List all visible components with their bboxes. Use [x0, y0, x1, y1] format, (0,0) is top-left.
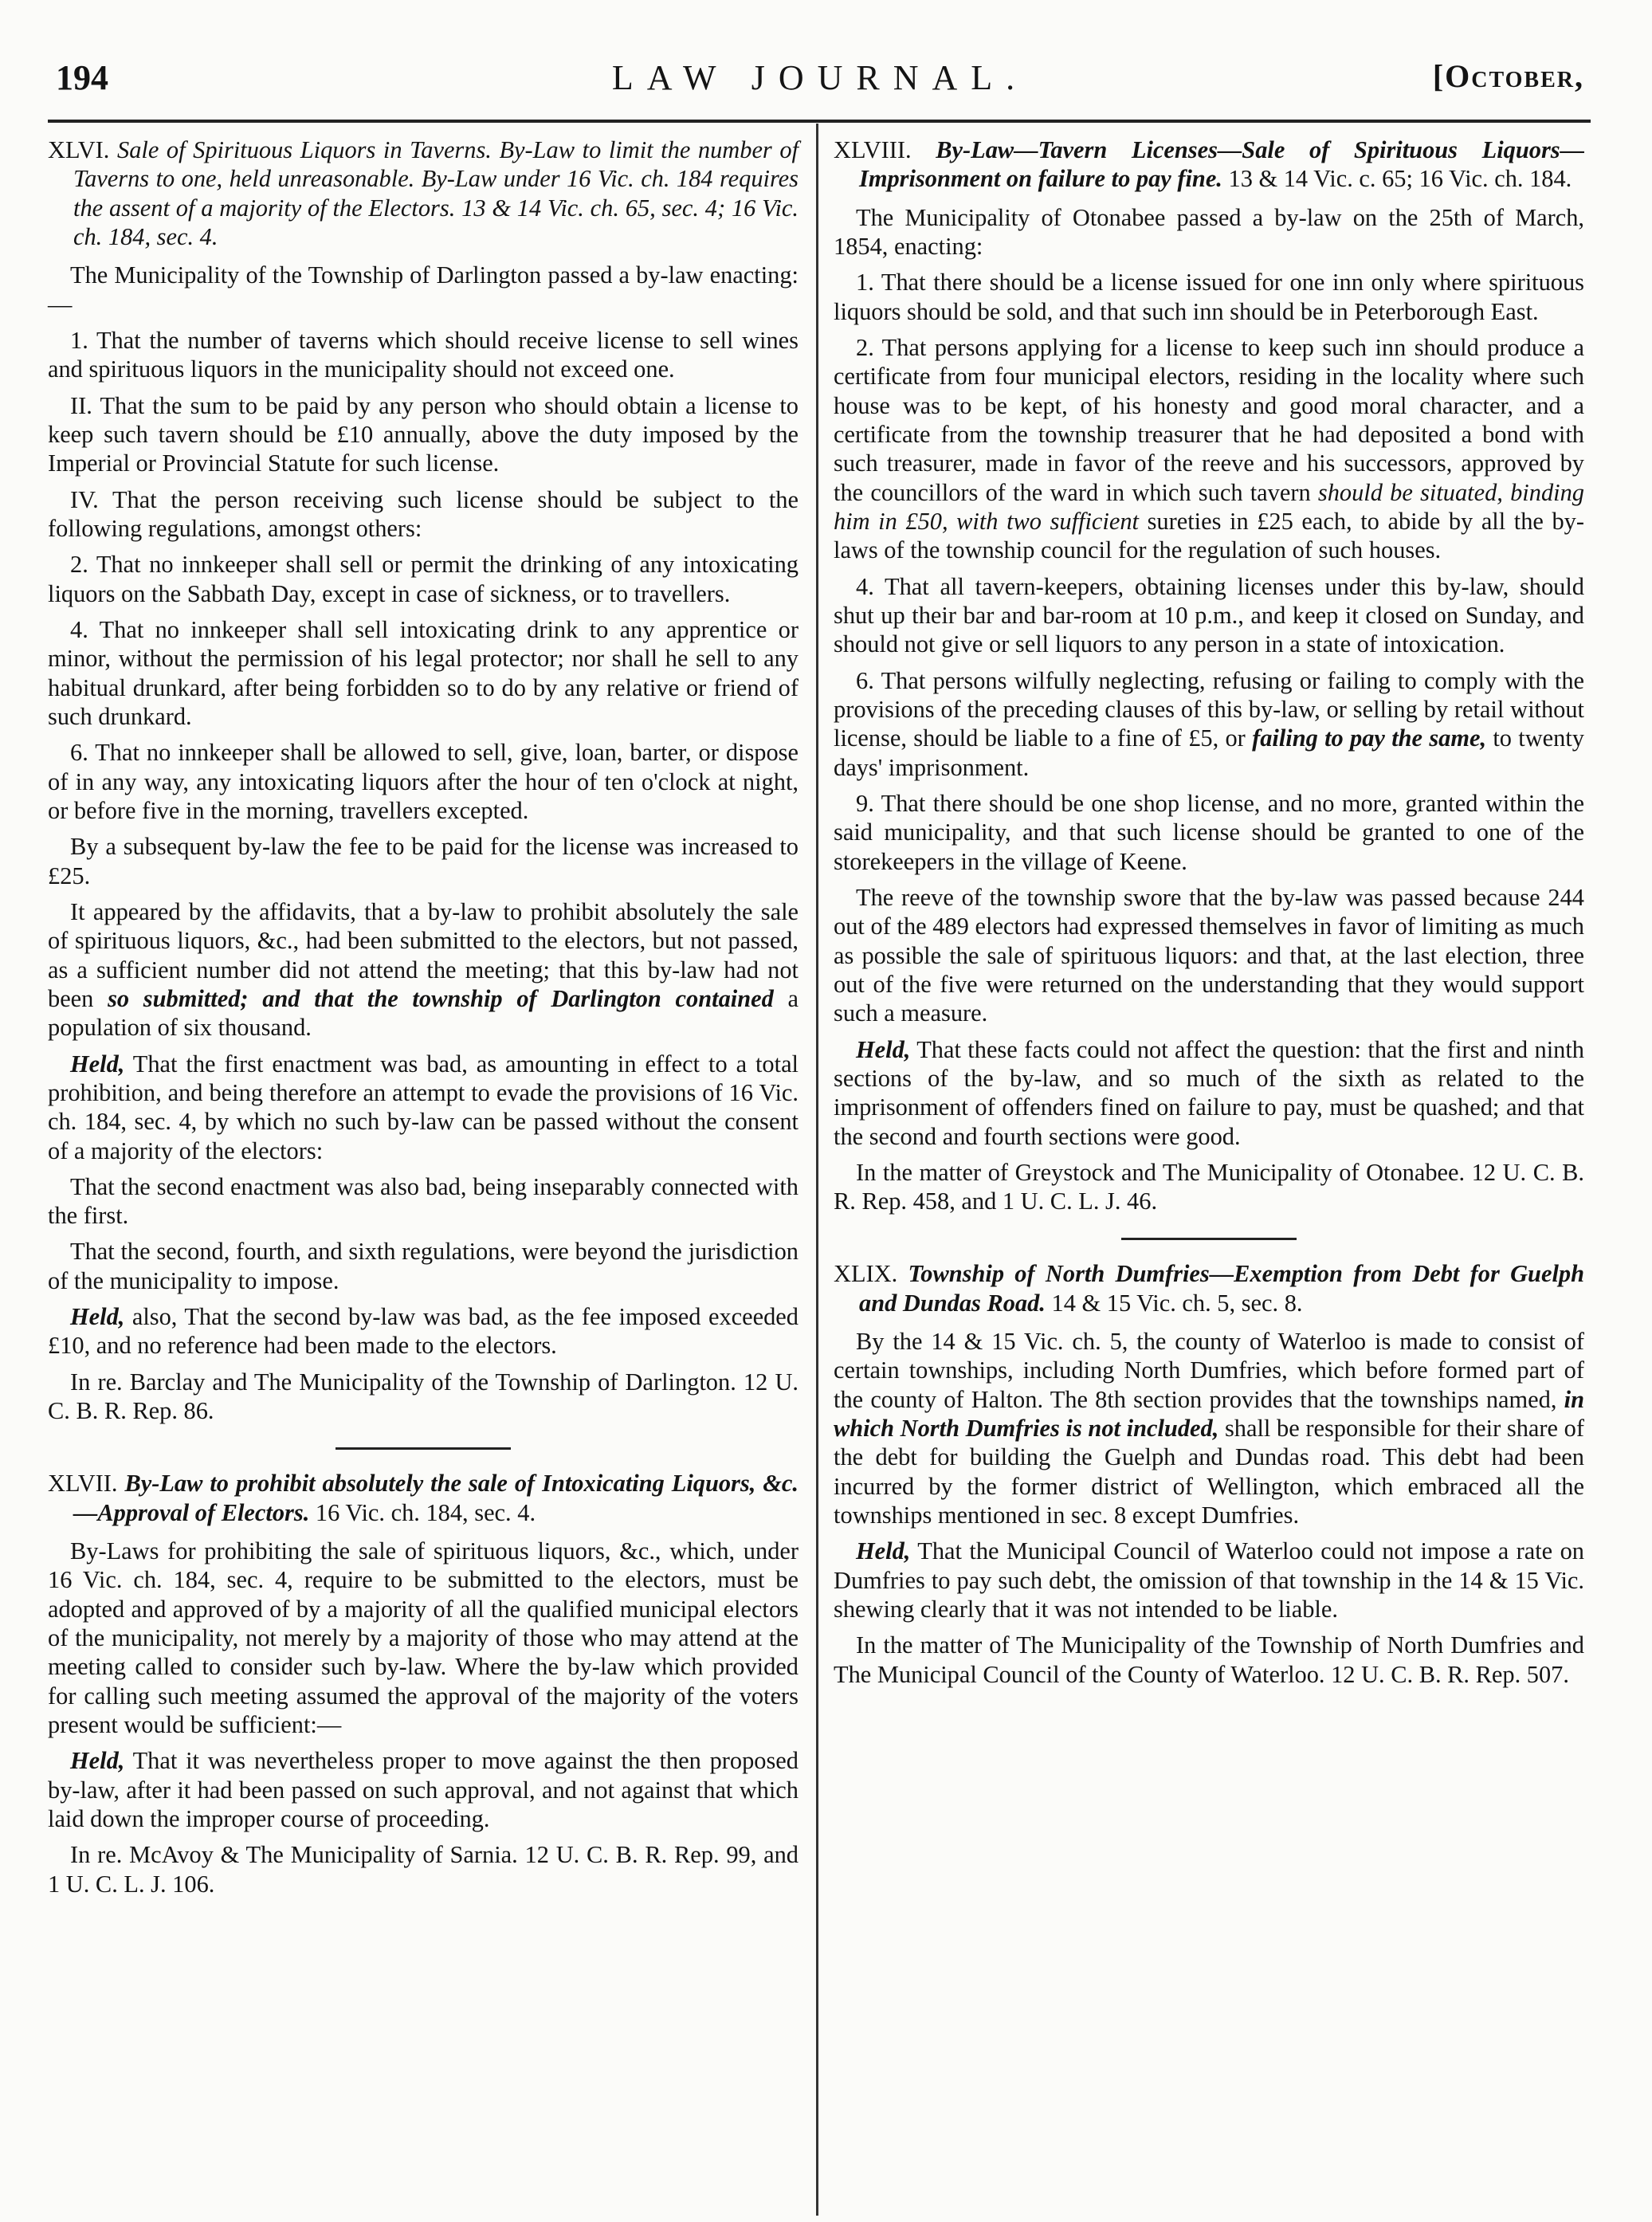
- case-47: [48, 1469, 799, 1898]
- journal-title: LAW JOURNAL.: [611, 58, 1029, 97]
- paragraph: The Municipality of the Township of Darlington passed a by-law enacting:—: [48, 261, 799, 318]
- paragraph: By the 14 & 15 Vic. ch. 5, the county of Waterloo is made to consist of certain townships, including North Dumfries, which before formed part of the county of Halton. The 8th section provides that the townships named, in which North Dumfries is not included, shall be responsible for their share of the debt for building the Guelph and Dundas road. This debt had been incurred by the former district of Wellington, which embraced all the townships mentioned in sec. 8 except Dumfries.: [834, 1328, 1584, 1529]
- paragraph: IV. That the person receiving such license should be subject to the following regulations, amongst others:: [48, 485, 799, 542]
- section-separator: [1121, 1238, 1297, 1240]
- column-divider: [816, 124, 818, 2216]
- held-paragraph: Held, That these facts could not affect the question: that the first and ninth sections of the by-law, and so much of the sixth as related to the imprisonment of offenders fined on failure to pay, must be quashed; and that the second and fourth sections were good.: [834, 1035, 1584, 1150]
- held-paragraph: Held, also, That the second by-law was bad, as the fee imposed exceeded £10, and no reference had been made to the electors.: [48, 1303, 799, 1360]
- held-paragraph: Held, That the first enactment was bad, as amounting in effect to a total prohibition, and being therefore an attempt to evade the provisions of 16 Vic. ch. 184, sec. 4, by which no such by-law can be passed without the consent of a majority of the electors:: [48, 1050, 799, 1164]
- section-separator: [336, 1447, 511, 1450]
- case-citation: In re. Barclay and The Municipality of the Township of Darlington. 12 U. C. B. R. Rep. 86.: [48, 1368, 799, 1425]
- paragraph: By-Laws for prohibiting the sale of spirituous liquors, &c., which, under 16 Vic. ch. 184, sec. 4, require to be submitted to the electors, must be adopted and approved of by a majority of all the qualified municipal electors of the municipality, not merely by a majority of those who may attend at the meeting called to consider such by-law. Where the by-law which provided for calling such meeting assumed the approval of the majority of the voters present would be sufficient:—: [48, 1537, 799, 1739]
- held-paragraph: Held, That the Municipal Council of Waterloo could not impose a rate on Dumfries to pay such debt, the omission of that township in the 14 & 15 Vic. shewing clearly that it was not intended to be liable.: [834, 1537, 1584, 1623]
- paragraph: 6. That no innkeeper shall be allowed to sell, give, loan, barter, or dispose of in any way, any intoxicating liquors after the hour of ten o'clock at night, or before five in the morning, travellers excepted.: [48, 739, 799, 824]
- case-48: [834, 135, 1584, 1215]
- case-citation: In the matter of The Municipality of the Township of North Dumfries and The Municipal Council of the County of Waterloo. 12 U. C. B. R. Rep. 507.: [834, 1631, 1584, 1688]
- paragraph: The Municipality of Otonabee passed a by-law on the 25th of March, 1854, enacting:: [834, 203, 1584, 260]
- left-column: [48, 135, 799, 1903]
- right-column: [834, 135, 1584, 1694]
- paragraph: 4. That no innkeeper shall sell intoxicating drink to any apprentice or minor, without the permission of his legal protector; nor shall he sell to any habitual drunkard, after being forbidden so to do by any relative or friend of such drunkard.: [48, 615, 799, 730]
- paragraph: It appeared by the affidavits, that a by-law to prohibit absolutely the sale of spirituous liquors, &c., had been submitted to the electors, but not passed, as a sufficient number did not attend the meeting; that this by-law had not been so submitted; and that the township of Darlington contained a population of six thousand.: [48, 897, 799, 1042]
- month-label: [October,: [1432, 58, 1584, 94]
- paragraph: 2. That persons applying for a license to keep such inn should produce a certificate from four municipal electors, residing in the locality where such house was to be kept, of his honesty and good moral character, and a certificate from the township treasurer that he had deposited a bond with such treasurer, made in favor of the reeve and his successors, approved by the councillors of the ward in which such tavern should be situated, binding him in £50, with two sufficient sureties in £25 each, to abide by all the by-laws of the township council for the regulation of such houses.: [834, 333, 1584, 564]
- page-number: 194: [56, 58, 108, 97]
- paragraph: That the second, fourth, and sixth regulations, were beyond the jurisdiction of the municipality to impose.: [48, 1238, 799, 1294]
- paragraph: 9. That there should be one shop license, and no more, granted within the said municipality, and that such license should be granted to one of the storekeepers in the village of Keene.: [834, 789, 1584, 875]
- header-rule: [48, 120, 1591, 123]
- paragraph: By a subsequent by-law the fee to be paid for the license was increased to £25.: [48, 833, 799, 889]
- paragraph: 4. That all tavern-keepers, obtaining licenses under this by-law, should shut up their bar and bar-room at 10 p.m., and keep it closed on Sunday, and should not give or sell liquors to any person in a state of intoxication.: [834, 572, 1584, 658]
- case-heading: XLVI. Sale of Spirituous Liquors in Taverns. By-Law to limit the number of Taverns to one, held unreasonable. By-Law under 16 Vic. ch. 184 requires the assent of a majority of the Electors. 13 & 14 Vic. ch. 65, sec. 4; 16 Vic. ch. 184, sec. 4.: [48, 136, 799, 250]
- held-paragraph: Held, That it was nevertheless proper to move against the then proposed by-law, after it had been passed on such approval, and not against that which laid down the improper course of proceeding.: [48, 1747, 799, 1833]
- paragraph: 1. That there should be a license issued for one inn only where spirituous liquors should be sold, and that such inn should be in Peterborough East.: [834, 269, 1584, 325]
- paragraph: The reeve of the township swore that the by-law was passed because 244 out of the 489 electors had expressed themselves in favor of limiting as much as possible the sale of spirituous liquors: and that, at the last election, three out of the five were returned on the understanding that they would support such a measure.: [834, 883, 1584, 1027]
- paragraph: That the second enactment was also bad, being inseparably connected with the first.: [48, 1172, 799, 1230]
- case-49: [834, 1259, 1584, 1689]
- case-citation: In the matter of Greystock and The Municipality of Otonabee. 12 U. C. B. R. Rep. 458, and 1 U. C. L. J. 46.: [834, 1158, 1584, 1215]
- case-heading: XLVII. By-Law to prohibit absolutely the sale of Intoxicating Liquors, &c.—Approval of Electors. 16 Vic. ch. 184, sec. 4.: [48, 1470, 799, 1526]
- page-header: [56, 57, 1584, 97]
- case-citation: In re. McAvoy & The Municipality of Sarnia. 12 U. C. B. R. Rep. 99, and 1 U. C. L. J. 106.: [48, 1841, 799, 1898]
- paragraph: 1. That the number of taverns which should receive license to sell wines and spirituous liquors in the municipality should not exceed one.: [48, 326, 799, 383]
- case-heading: XLVIII. By-Law—Tavern Licenses—Sale of Spirituous Liquors—Imprisonment on failure to pay fine. 13 & 14 Vic. c. 65; 16 Vic. ch. 184.: [834, 136, 1584, 193]
- case-46: [48, 135, 799, 1425]
- paragraph: II. That the sum to be paid by any person who should obtain a license to keep such tavern should be £10 annually, above the duty imposed by the Imperial or Provincial Statute for such license.: [48, 391, 799, 477]
- paragraph: 2. That no innkeeper shall sell or permit the drinking of any intoxicating liquors on the Sabbath Day, except in case of sickness, or to travellers.: [48, 551, 799, 607]
- case-heading: XLIX. Township of North Dumfries—Exemption from Debt for Guelph and Dundas Road. 14 & 15 Vic. ch. 5, sec. 8.: [834, 1260, 1584, 1317]
- paragraph: 6. That persons wilfully neglecting, refusing or failing to comply with the provisions of the preceding clauses of this by-law, or selling by retail without license, should be liable to a fine of £5, or failing to pay the same, to twenty days' imprisonment.: [834, 666, 1585, 781]
